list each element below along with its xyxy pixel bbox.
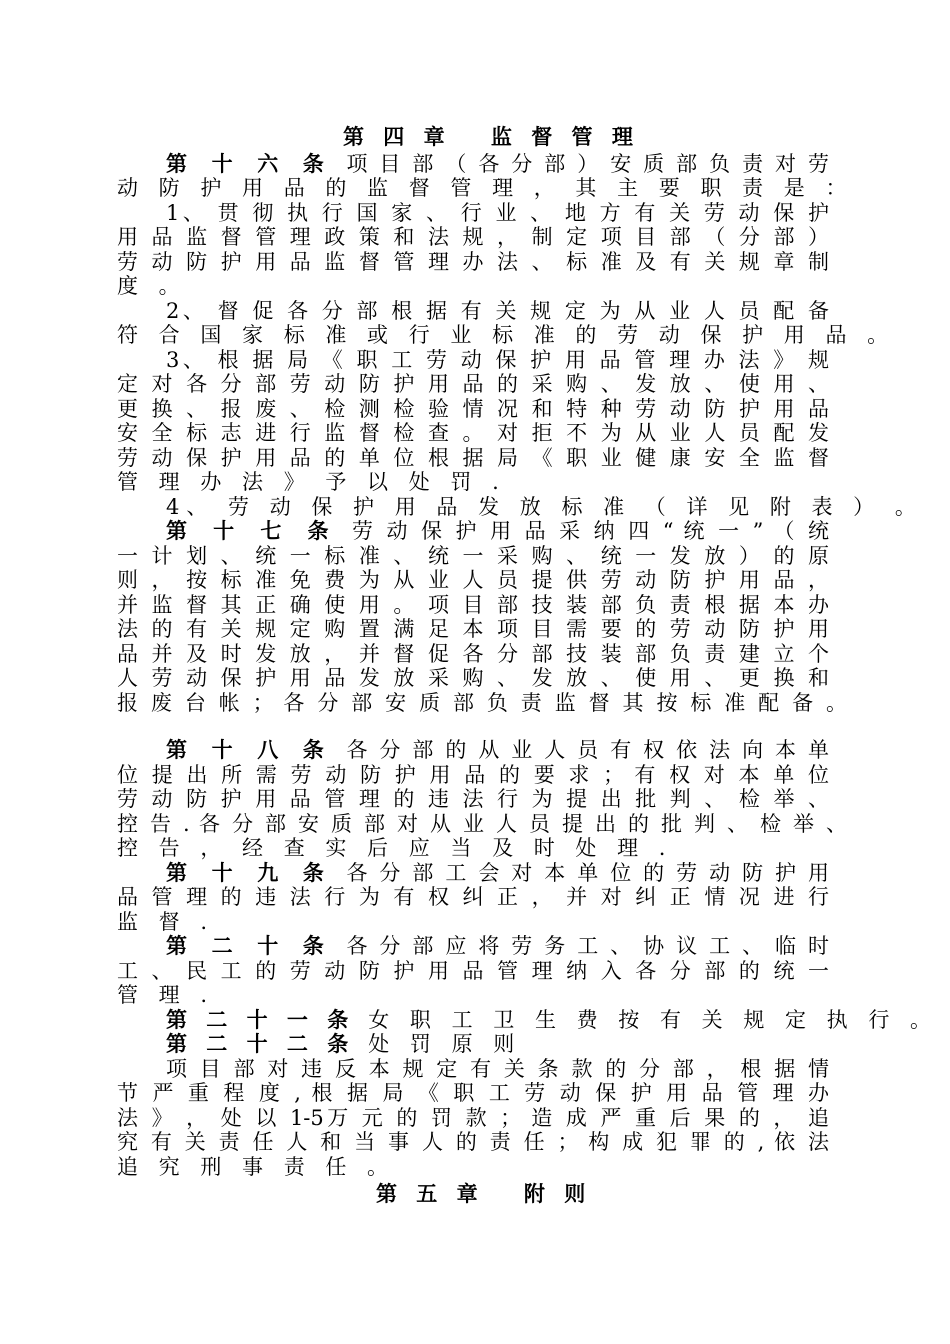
article-16-item-3-line: 更 换 、 报 废 、 检 测 检 验 情 况 和 特 种 劳 动 防 护 用 品 (117, 397, 829, 421)
article-22-line: 节 严 重 程 度 , 根 据 局 《 职 工 劳 动 保 护 用 品 管 理 办 (117, 1081, 829, 1105)
chapter-4-title: 第 四 章 监 督 管 理 (343, 124, 639, 149)
article-20-line: 工 、 民 工 的 劳 动 防 护 用 品 管 理 纳 入 各 分 部 的 统 一 (117, 959, 829, 983)
article-22-line: 法 》 ， 处 以 1-5万 元 的 罚 款 ； 造 成 严 重 后 果 的 ， 追 (117, 1106, 829, 1130)
chapter-5-title: 第 五 章 附 则 (376, 1181, 592, 1206)
article-22-line: 追 究 刑 事 责 任 。 (117, 1155, 396, 1179)
article-17-line: 一 计 划 、 统 一 标 准 、 统 一 采 购 、 统 一 发 放 ） 的 原 (117, 544, 829, 568)
article-16-item-4: 4、 劳 动 保 护 用 品 发 放 标 准 （ 详 见 附 表 ） 。 (166, 495, 923, 519)
article-17-line: 报 废 台 帐 ； 各 分 部 安 质 部 负 责 监 督 其 按 标 准 配 备 。 (117, 691, 847, 715)
article-22-label: 第 二 十 二 条 (166, 1031, 355, 1056)
article-21-label: 第 二 十 一 条 (166, 1007, 355, 1032)
article-16-item-3-line: 劳 动 保 护 用 品 的 单 位 根 据 局 《 职 业 健 康 安 全 监 督 (117, 446, 829, 470)
article-18-text: 各 分 部 的 从 业 人 员 有 权 依 法 向 本 单 (346, 738, 830, 762)
article-17-label: 第 十 七 条 (166, 518, 338, 543)
article-20-first-line (166, 934, 829, 958)
article-16-item-2-line: 符 合 国 家 标 准 或 行 业 标 准 的 劳 动 保 护 用 品 。 (117, 323, 896, 347)
article-16-item-2: 2、 督 促 各 分 部 根 据 有 关 规 定 为 从 业 人 员 配 备 (166, 299, 829, 323)
article-17-line: 品 并 及 时 发 放 ， 并 督 促 各 分 部 技 装 部 负 责 建 立 个 (117, 642, 829, 666)
article-17-line: 则 ， 按 标 准 免 费 为 从 业 人 员 提 供 劳 动 防 护 用 品 ， (117, 568, 829, 592)
article-18-first-line (166, 738, 829, 762)
article-16-text: 项 目 部 （ 各 分 部 ） 安 质 部 负 责 对 劳 (346, 152, 830, 176)
article-16-item-1-line: 度 。 (117, 274, 187, 298)
article-19-first-line (166, 861, 829, 885)
article-19-line: 品 管 理 的 违 法 行 为 有 权 纠 正 ， 并 对 纠 正 情 况 进 行 (117, 885, 829, 909)
article-17-first-line (166, 519, 829, 543)
article-16-item-3-line: 安 全 标 志 进 行 监 督 检 查 。 对 拒 不 为 从 业 人 员 配 发 (117, 421, 829, 445)
article-16-item-1: 1、 贯 彻 执 行 国 家 、 行 业 、 地 方 有 关 劳 动 保 护 (166, 201, 829, 225)
article-21-line (166, 1007, 939, 1032)
article-16-item-3-line: 定 对 各 分 部 劳 动 防 护 用 品 的 采 购 、 发 放 、 使 用 、 (117, 372, 829, 396)
article-20-label: 第 二 十 条 (166, 933, 333, 958)
article-16-item-3-line: 管 理 办 法 》 予 以 处 罚 . (117, 470, 506, 494)
article-18-line: 位 提 出 所 需 劳 动 防 护 用 品 的 要 求 ； 有 权 对 本 单 位 (117, 763, 829, 787)
article-16-item-1-line: 用 品 监 督 管 理 政 策 和 法 规 ， 制 定 项 目 部 （ 分 部 ） (117, 225, 829, 249)
article-21-text: 女 职 工 卫 生 费 按 有 关 规 定 执 行 。 (368, 1008, 939, 1032)
article-17-line: 并 监 督 其 正 确 使 用 。 项 目 部 技 装 部 负 责 根 据 本 办 (117, 593, 829, 617)
article-17-line: 人 劳 动 保 护 用 品 发 放 采 购 、 发 放 、 使 用 、 更 换 和 (117, 666, 829, 690)
article-22-text: 处 罚 原 则 (368, 1032, 522, 1056)
article-19-label: 第 十 九 条 (166, 860, 333, 885)
article-19-text: 各 分 部 工 会 对 本 单 位 的 劳 动 防 护 用 (346, 861, 830, 885)
article-18-line: 劳 动 防 护 用 品 管 理 的 违 法 行 为 提 出 批 判 、 检 举 、 (117, 787, 829, 811)
article-22-line (166, 1032, 829, 1056)
article-16-item-3: 3、 根 据 局 《 职 工 劳 动 保 护 用 品 管 理 办 法 》 规 (166, 348, 829, 372)
article-18-line: 控 告 . 各 分 部 安 质 部 对 从 业 人 员 提 出 的 批 判 、 检 举 、 (117, 812, 847, 836)
article-22-line: 究 有 关 责 任 人 和 当 事 人 的 责 任 ； 构 成 犯 罪 的 , 依 法 (117, 1130, 829, 1154)
article-22-paragraph-first-line: 项 目 部 对 违 反 本 规 定 有 关 条 款 的 分 部 ， 根 据 情 (166, 1057, 829, 1081)
article-20-line: 管 理 . (117, 983, 215, 1007)
article-16-line: 动 防 护 用 品 的 监 督 管 理 ， 其 主 要 职 责 是 ： (117, 176, 854, 200)
article-20-text: 各 分 部 应 将 劳 务 工 、 协 议 工 、 临 时 (346, 934, 830, 958)
article-18-line: 控 告 ， 经 查 实 后 应 当 及 时 处 理 . (117, 836, 673, 860)
article-19-line: 监 督 . (117, 910, 215, 934)
article-16-item-1-line: 劳 动 防 护 用 品 监 督 管 理 办 法 、 标 准 及 有 关 规 章 制 (117, 250, 829, 274)
article-16-first-line (166, 152, 829, 176)
article-18-label: 第 十 八 条 (166, 737, 333, 762)
article-17-line: 法 的 有 关 规 定 购 置 满 足 本 项 目 需 要 的 劳 动 防 护 用 (117, 617, 829, 641)
article-17-text: 劳 动 保 护 用 品 采 纳 四 “ 统 一 ” （ 统 (351, 519, 829, 543)
article-16-label: 第 十 六 条 (166, 151, 333, 176)
